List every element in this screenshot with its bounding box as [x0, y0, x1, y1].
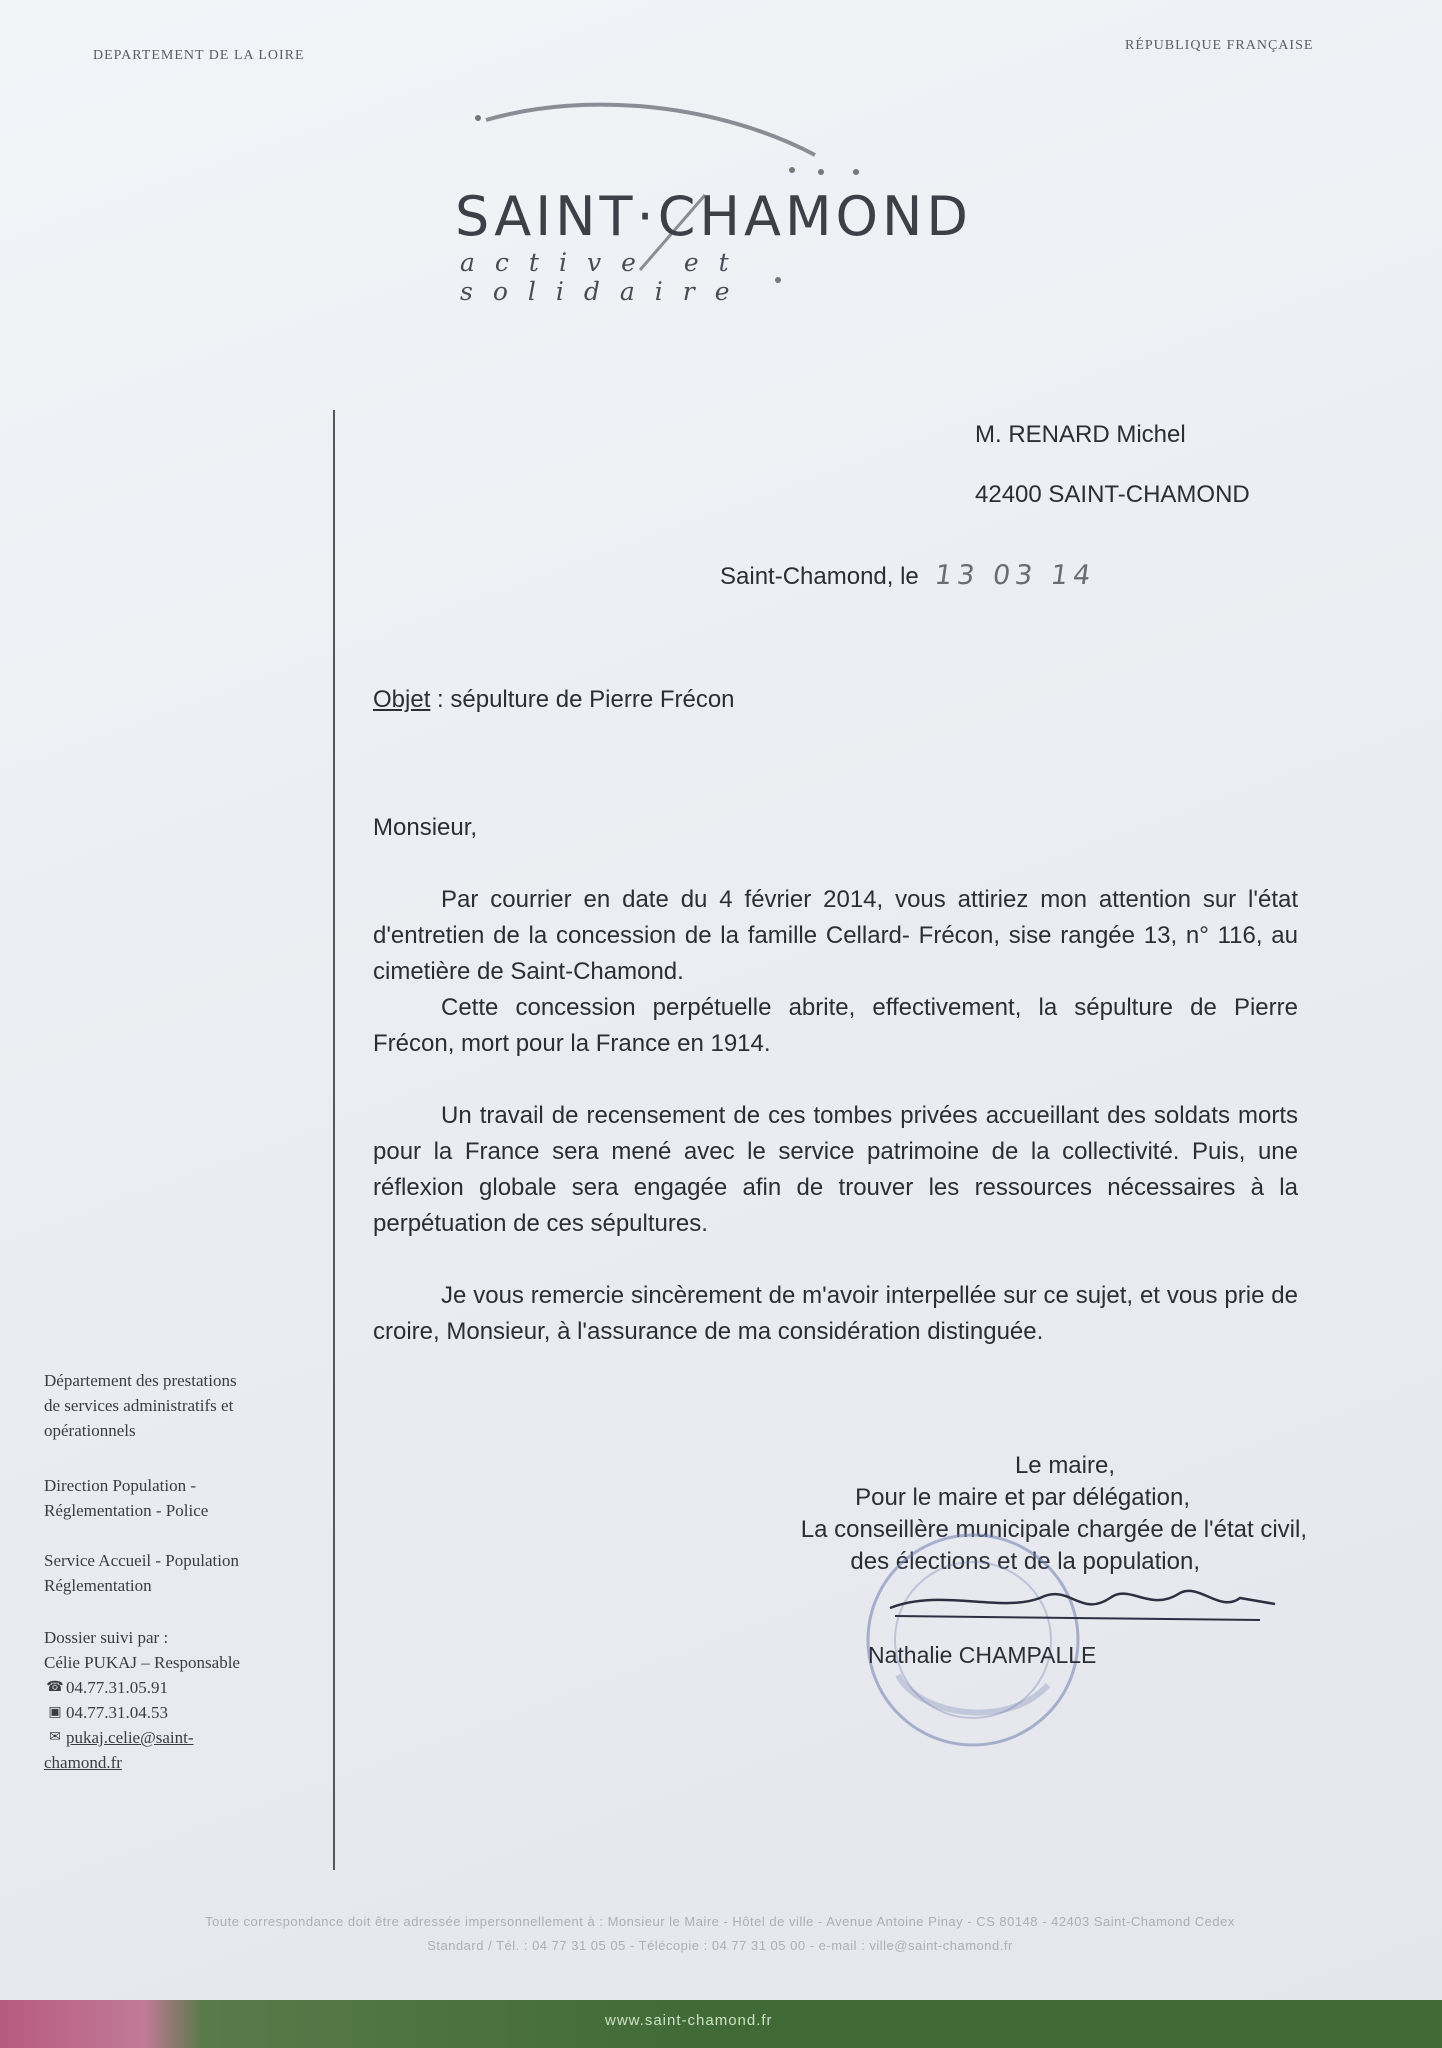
handwritten-signature-icon [880, 1568, 1280, 1628]
sidebar-department [44, 1368, 324, 1443]
recipient-city: 42400 SAINT-CHAMOND [975, 481, 1250, 508]
salutation: Monsieur, [373, 814, 478, 841]
city-logo [440, 100, 1000, 306]
signature-line-3: La conseillère municipale chargée de l'état civil, [800, 1516, 1307, 1543]
date-line [720, 560, 1096, 591]
logo-tagline: active et solidaire [460, 248, 750, 306]
fax-icon: ▣ [48, 1705, 62, 1720]
sidebar-text: Direction Population - [44, 1476, 197, 1495]
date-handwritten: 13 03 14 [933, 560, 1098, 591]
sidebar-text: Service Accueil - Population [44, 1551, 239, 1570]
footer-contact: Standard / Tél. : 04 77 31 05 05 - Télécopie : 04 77 31 05 00 - e-mail : ville@saint-chamond.fr [427, 1938, 1013, 1953]
fax-line [44, 1700, 324, 1725]
date-prefix: Saint-Chamond, le [720, 563, 919, 590]
official-stamp-icon [858, 1525, 1088, 1755]
header-department: DEPARTEMENT DE LA LOIRE [93, 48, 305, 63]
signature-line-2: Pour le maire et par délégation, [855, 1484, 1190, 1511]
header-republic: RÉPUBLIQUE FRANÇAISE [1125, 38, 1314, 53]
phone-number: 04.77.31.05.91 [66, 1678, 168, 1697]
subject-label: Objet [373, 686, 431, 713]
signature-line-4: des élections et de la population, [850, 1548, 1200, 1575]
email-link[interactable]: pukaj.celie@saint- [66, 1728, 194, 1747]
email-line [44, 1725, 324, 1750]
sidebar-direction [44, 1473, 324, 1523]
margin-divider [333, 410, 335, 1870]
subject-text: : sépulture de Pierre Frécon [430, 686, 735, 713]
email-link-cont[interactable]: chamond.fr [44, 1753, 122, 1772]
phone-icon: ☎ [46, 1680, 64, 1695]
sidebar-text: opérationnels [44, 1421, 136, 1440]
subject-line [373, 686, 735, 714]
website-link[interactable]: www.saint-chamond.fr [605, 2012, 773, 2029]
signature-line-1: Le maire, [1014, 1452, 1115, 1479]
recipient-address [975, 405, 1250, 525]
paragraph-1: Par courrier en date du 4 février 2014, vous attiriez mon attention sur l'état d'entretien de la concession de la famille Cellard- Frécon, sise rangée 13, n° 116, au cimetière de Saint-Chamond. [373, 886, 1298, 985]
signatory-name: Nathalie CHAMPALLE [868, 1642, 1097, 1668]
phone-line [44, 1675, 324, 1700]
dossier-label: Dossier suivi par : [44, 1628, 169, 1647]
footer-address: Toute correspondance doit être adressée impersonnellement à : Monsieur le Maire - Hôtel de ville - Avenue Antoine Pinay - CS 80148 - 42403 Saint-Chamond Cedex [205, 1914, 1235, 1929]
logo-title: SAINT·CHAMOND [455, 185, 973, 248]
footer [40, 1910, 1400, 1958]
contact-name: Célie PUKAJ – Responsable [44, 1653, 240, 1672]
sidebar-contact [44, 1625, 324, 1775]
fax-number: 04.77.31.04.53 [66, 1703, 168, 1722]
paragraph-3: Un travail de recensement de ces tombes privées accueillant des soldats morts pour la France sera mené avec le service patrimoine de la collectivité. Puis, une réflexion globale sera engagée afin de trouver les ressources nécessaires à la perpétuation de ces sépultures. [373, 1102, 1298, 1237]
sidebar-text: Réglementation - Police [44, 1501, 209, 1520]
sidebar-service [44, 1548, 324, 1598]
letter-body [373, 810, 1298, 1350]
sidebar-text: Département des prestations [44, 1371, 237, 1390]
email-icon: ✉ [49, 1730, 61, 1745]
sidebar-text: de services administratifs et [44, 1396, 234, 1415]
sidebar-text: Réglementation [44, 1576, 152, 1595]
recipient-name: M. RENARD Michel [975, 421, 1186, 448]
paragraph-4: Je vous remercie sincèrement de m'avoir interpellée sur ce sujet, et vous prie de croire, Monsieur, à l'assurance de ma considération distinguée. [373, 1282, 1298, 1345]
paragraph-2: Cette concession perpétuelle abrite, effectivement, la sépulture de Pierre Frécon, mort pour la France en 1914. [373, 994, 1298, 1057]
